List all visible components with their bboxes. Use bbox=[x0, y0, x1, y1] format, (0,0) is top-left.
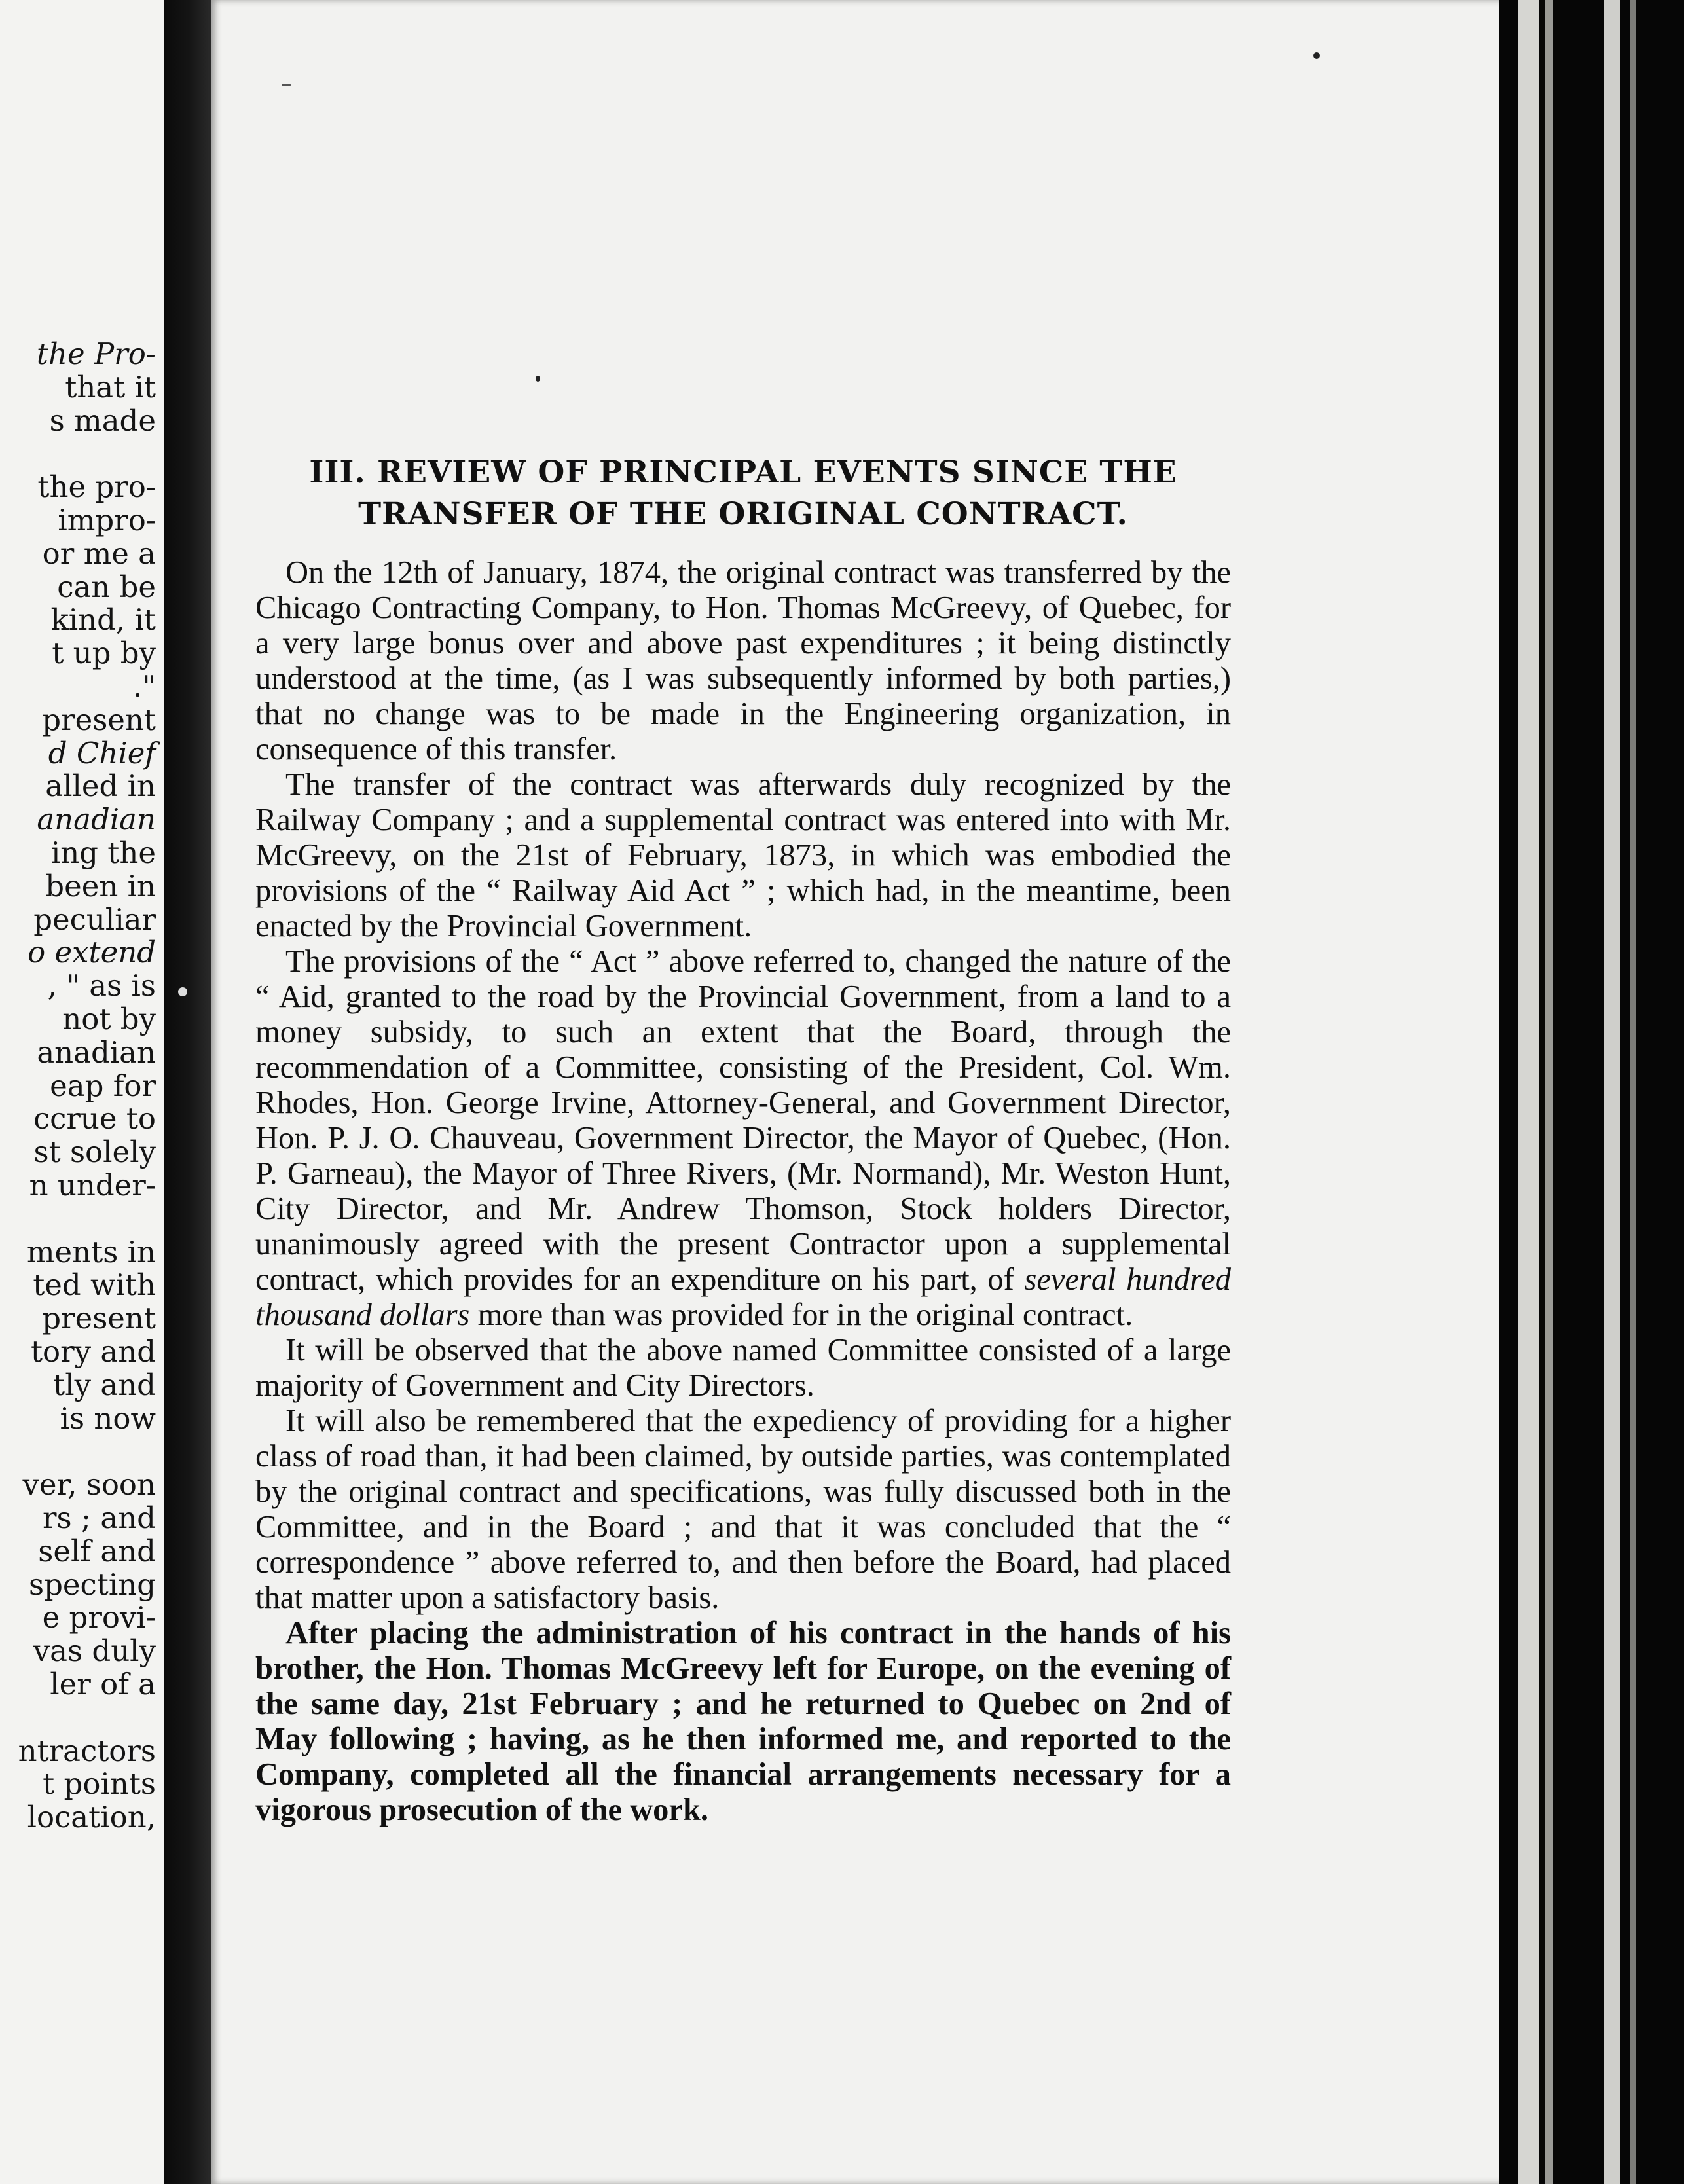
left-page-line: tory and bbox=[30, 1334, 156, 1369]
left-page-line: ccrue to bbox=[33, 1101, 156, 1137]
left-page-line: ler of a bbox=[50, 1667, 156, 1702]
left-page-line: or me a bbox=[42, 536, 156, 571]
left-page-line: the pro- bbox=[37, 469, 156, 505]
left-page-line: anadian bbox=[37, 802, 156, 837]
provisions-text-start: The provisions of the “ Act ” above referred to, changed the nature of the “ Aid, granted to the road by the Provincial Government, from a land to a money subsidy, to such an extent that the Board, through the recommendation of a Committee, consisting of the President, Col. Wm. Rhodes, Hon. George Irvine, Attorney-General, and Government Director, Hon. P. J. O. Chauveau, Government Director, the Mayor of Quebec, (Hon. P. Garneau), the Mayor of Three Rivers, (Mr. Normand), Mr. Weston Hunt, City Director, and Mr. Andrew Thomson, Stock holders Director, unanimously agreed with the present Contractor upon a supplemental contract, which provides for an expenditure on his part, of bbox=[255, 944, 1231, 1297]
left-page-line: d Chief bbox=[48, 735, 156, 771]
left-page-line: rs ; and bbox=[43, 1501, 156, 1535]
left-page-line: not by bbox=[62, 1002, 156, 1036]
book-gutter bbox=[164, 0, 211, 2184]
left-page-line: specting bbox=[29, 1567, 156, 1602]
left-page-line: that it bbox=[65, 369, 156, 405]
left-page-line: is now bbox=[60, 1400, 156, 1436]
left-page-line: t up by bbox=[52, 636, 156, 671]
ink-speck bbox=[282, 84, 291, 86]
left-page-line: anadian bbox=[37, 1034, 156, 1070]
paragraph-provisions bbox=[255, 944, 1231, 1333]
left-page-line: o extend bbox=[27, 935, 156, 970]
left-page-line: kind, it bbox=[50, 602, 156, 638]
ink-speck bbox=[178, 987, 187, 996]
paragraph-committee: It will be observed that the above named Committee consisted of a large majority of Government and City Directors. bbox=[255, 1333, 1231, 1403]
left-page-line: s made bbox=[49, 403, 156, 438]
provisions-text-end: more than was provided for in the original contract. bbox=[469, 1298, 1133, 1332]
section-heading-line-1: III. REVIEW OF PRINCIPAL EVENTS SINCE THE bbox=[309, 454, 1177, 490]
left-page-line: ." bbox=[132, 669, 156, 704]
left-page-line: present bbox=[42, 702, 156, 737]
left-page-line: ments in bbox=[26, 1234, 156, 1269]
left-page-fragment bbox=[0, 0, 164, 2184]
left-page-line: ing the bbox=[50, 835, 156, 870]
left-page-line: impro- bbox=[58, 503, 156, 537]
bleed-through-text bbox=[458, 236, 1237, 314]
left-page-line: ted with bbox=[33, 1267, 156, 1303]
left-page-line: ntractors bbox=[18, 1733, 156, 1768]
left-page-line: the Pro- bbox=[36, 337, 156, 371]
left-page-line: , " as is bbox=[47, 968, 156, 1004]
left-page-line: vas duly bbox=[33, 1633, 156, 1669]
page-content bbox=[255, 452, 1231, 1828]
left-page-line: tly and bbox=[53, 1367, 156, 1402]
ink-speck bbox=[1313, 52, 1320, 59]
page-edge-strip bbox=[1518, 0, 1539, 2184]
left-page-line: present bbox=[42, 1301, 156, 1336]
provisions-emphasis: several hundred thousand dollars bbox=[255, 1262, 1231, 1332]
paragraph-recognition: The transfer of the contract was afterwards duly recognized by the Railway Company ; and a supplemental contract was entered into with Mr. McGreevy, on the 21st of February, 1873, in which was embodied the provisions of the “ Railway Aid Act ” ; which had, in the meantime, been enacted by the Provincial Government. bbox=[255, 767, 1231, 943]
paragraph-transfer: On the 12th of January, 1874, the original contract was transferred by the Chicago Contracting Company, to Hon. Thomas McGreevy, of Quebec, for a very large bonus over and above past expenditures ; it being distinctly understood at the time, (as I was subsequently informed by both parties,) that no change was to be made in the Engineering organization, in consequence of this transfer. bbox=[255, 555, 1231, 767]
left-page-line: alled in bbox=[45, 769, 156, 804]
left-page-line: peculiar bbox=[33, 901, 156, 937]
paragraph-europe: After placing the administration of his contract in the hands of his brother, the Hon. Thomas McGreevy left for Europe, on the evening of the same day, 21st February ; and he returned to Quebec on 2nd of May following ; having, as he then informed me, and reported to the Company, completed all the financial arrangements necessary for a vigorous prosecution of the work. bbox=[255, 1616, 1231, 1827]
left-page-line: st solely bbox=[33, 1135, 156, 1170]
left-page-line: been in bbox=[45, 868, 156, 903]
page-edge-strip bbox=[1545, 0, 1553, 2184]
left-page-line: t points bbox=[43, 1766, 156, 1802]
page-edge-strip bbox=[1630, 0, 1636, 2184]
paragraph-expediency: It will also be remembered that the expediency of providing for a higher class of road than, it had been claimed, by outside parties, was contemplated by the original contract and specifications, was fully discussed both in the Committee, and in the Board ; and that it was concluded that the “ correspondence ” above referred to, and then before the Board, had placed that matter upon a satisfactory basis. bbox=[255, 1404, 1231, 1615]
left-page-line: n under- bbox=[29, 1168, 156, 1203]
left-page-line: can be bbox=[57, 569, 156, 604]
left-page-line: ver, soon bbox=[22, 1467, 156, 1502]
page-edge-strip bbox=[1604, 0, 1620, 2184]
left-page-line: self and bbox=[38, 1533, 156, 1569]
section-heading-line-2: TRANSFER OF THE ORIGINAL CONTRACT. bbox=[358, 496, 1128, 532]
ink-speck bbox=[536, 376, 540, 382]
left-page-line: location, bbox=[27, 1800, 156, 1835]
left-page-line: e provi- bbox=[42, 1600, 156, 1635]
left-page-line: eap for bbox=[50, 1068, 156, 1103]
section-heading bbox=[255, 452, 1231, 536]
